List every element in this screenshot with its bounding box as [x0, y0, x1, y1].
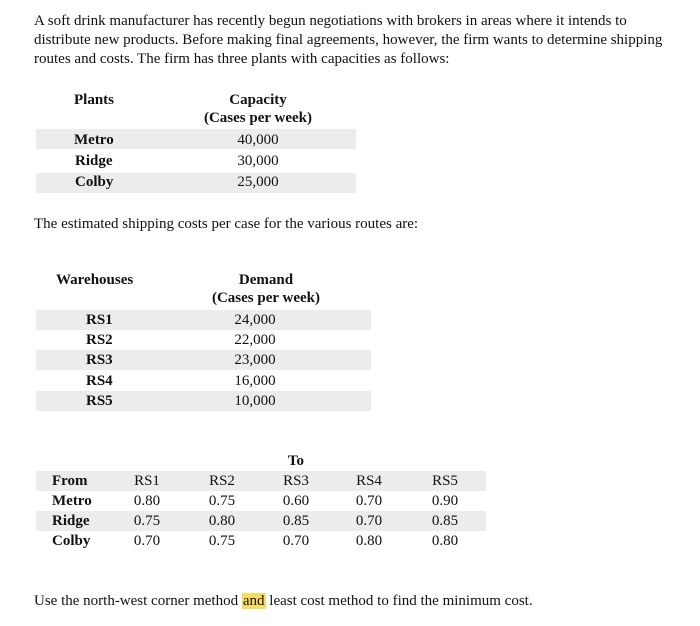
column-header: RS5: [432, 473, 458, 489]
table-cell: 0.85: [431, 513, 459, 529]
table-row-label: Colby: [75, 174, 114, 190]
table-cell: 0.70: [282, 533, 310, 549]
question-part-2: least cost method to find the minimum cost.: [265, 593, 533, 609]
shipping-costs-text: The estimated shipping costs per case for the various routes are:: [34, 216, 419, 232]
table-cell: 0.90: [431, 493, 459, 509]
demand-subheader: (Cases per week): [211, 290, 321, 306]
table-row-value: 10,000: [234, 393, 276, 409]
table-cell: 0.75: [208, 533, 236, 549]
table-cell: 0.85: [282, 513, 310, 529]
capacity-subheader: (Cases per week): [203, 110, 313, 126]
table-cell: 0.70: [355, 493, 383, 509]
column-header: RS4: [356, 473, 382, 489]
to-header: To: [287, 453, 305, 469]
from-header: From: [52, 473, 88, 489]
column-header: RS2: [209, 473, 235, 489]
column-header: RS1: [134, 473, 160, 489]
table-row-label: RS2: [86, 332, 113, 348]
capacity-header: Capacity: [229, 92, 287, 108]
table-cell: 0.75: [208, 493, 236, 509]
table-cell: 0.75: [133, 513, 161, 529]
table-row-label: RS4: [86, 373, 113, 389]
table-cell: 0.80: [133, 493, 161, 509]
table-row-value: 24,000: [234, 312, 276, 328]
intro-paragraph: A soft drink manufacturer has recently begun negotiations with brokers in areas where it intends to distribute new products. Before making final agreements, however, the firm wants to determine shipping routes and costs. The firm has three plants with capacities as follows:: [34, 13, 663, 67]
table-cell: 0.80: [431, 533, 459, 549]
table-row-value: 22,000: [234, 332, 276, 348]
table-cell: 0.80: [355, 533, 383, 549]
table-row-value: 25,000: [237, 174, 279, 190]
column-header: RS3: [283, 473, 309, 489]
plants-header: Plants: [74, 92, 115, 108]
question-text: [34, 591, 533, 611]
table-row-value: 23,000: [234, 352, 276, 368]
table-cell: 0.80: [208, 513, 236, 529]
table-cell: 0.70: [133, 533, 161, 549]
table-cell: 0.60: [282, 493, 310, 509]
warehouses-header: Warehouses: [56, 272, 134, 288]
highlighted-word: and: [242, 593, 265, 609]
table-row-value: 16,000: [234, 373, 276, 389]
table-row-value: 30,000: [237, 153, 279, 169]
table-row-label: RS3: [86, 352, 113, 368]
table-cell: 0.70: [355, 513, 383, 529]
table-row-value: 40,000: [237, 132, 279, 148]
question-part-1: Use the north-west corner method: [34, 593, 242, 609]
table-row-label: Colby: [52, 533, 91, 549]
table-row-label: Ridge: [52, 513, 90, 529]
table-row-label: Metro: [52, 493, 92, 509]
table-row-label: RS5: [86, 393, 113, 409]
table-row-label: RS1: [86, 312, 113, 328]
demand-header: Demand: [238, 272, 294, 288]
table-row-label: Ridge: [75, 153, 113, 169]
table-row-label: Metro: [74, 132, 114, 148]
